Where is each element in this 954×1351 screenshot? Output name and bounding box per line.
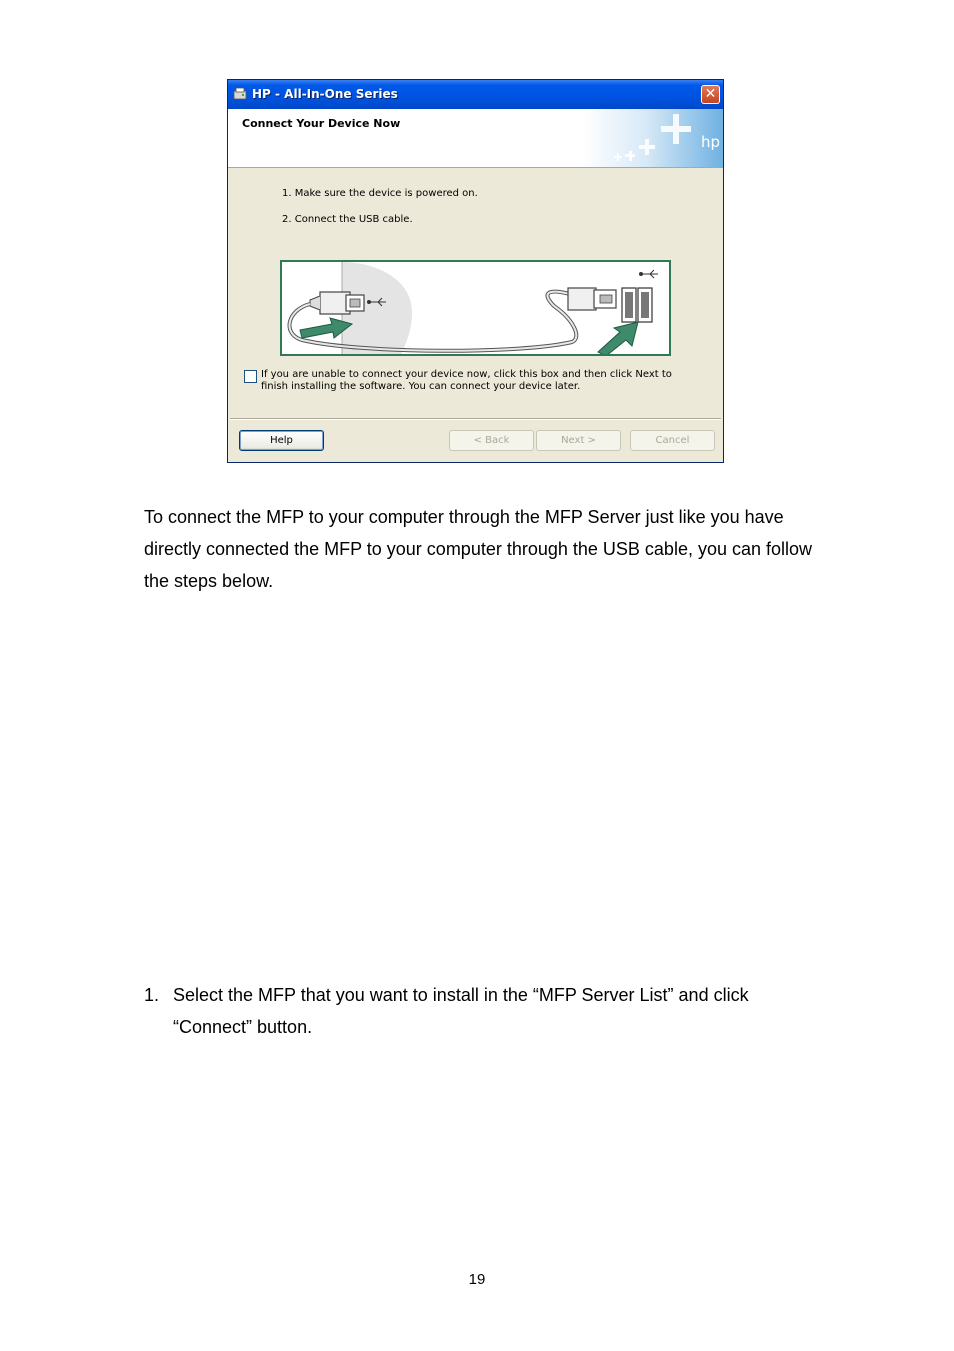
usb-port-icon: [622, 288, 652, 322]
usb-connection-illustration: [280, 260, 671, 356]
close-icon: ✕: [704, 86, 717, 102]
installer-dialog: [227, 79, 724, 463]
instruction-item: 1. Make sure the device is powered on.: [282, 188, 478, 199]
back-button[interactable]: < Back: [449, 430, 534, 451]
usb-symbol-icon: [640, 270, 659, 278]
step-text: Select the MFP that you want to install in the “MFP Server List” and click “Connect” button.: [173, 985, 749, 1037]
hp-logo-text: hp: [701, 133, 721, 151]
window-title: HP - All-In-One Series: [252, 87, 398, 101]
page-number: 19: [468, 1271, 486, 1288]
instruction-item: 2. Connect the USB cable.: [282, 214, 413, 225]
next-button[interactable]: Next >: [536, 430, 621, 451]
instruction-list: [282, 188, 478, 240]
title-bar[interactable]: [228, 80, 723, 109]
footer-divider: [230, 418, 721, 420]
defer-connection-label[interactable]: If you are unable to connect your device now, click this box and then click Next to finish installing the software. You can connect your device later.: [261, 369, 672, 392]
cancel-button[interactable]: Cancel: [630, 430, 715, 451]
usb-cable-diagram: [282, 262, 671, 356]
page-heading: Connect Your Device Now: [242, 117, 401, 130]
intro-paragraph: To connect the MFP to your computer through the MFP Server just like you have directly connected the MFP to your computer through the USB cable, you can follow the steps below.: [144, 507, 813, 591]
usb-a-plug-icon: [568, 288, 616, 310]
installer-app-icon: [233, 87, 247, 100]
arrow-icon: [598, 322, 638, 356]
dialog-header: [228, 109, 723, 168]
help-button[interactable]: Help: [239, 430, 324, 451]
defer-connection-checkbox[interactable]: [244, 370, 257, 383]
step-number: 1.: [144, 985, 160, 1005]
usb-b-plug-icon: [310, 292, 364, 314]
hp-brand-art: [583, 109, 723, 167]
close-button[interactable]: [701, 85, 720, 104]
